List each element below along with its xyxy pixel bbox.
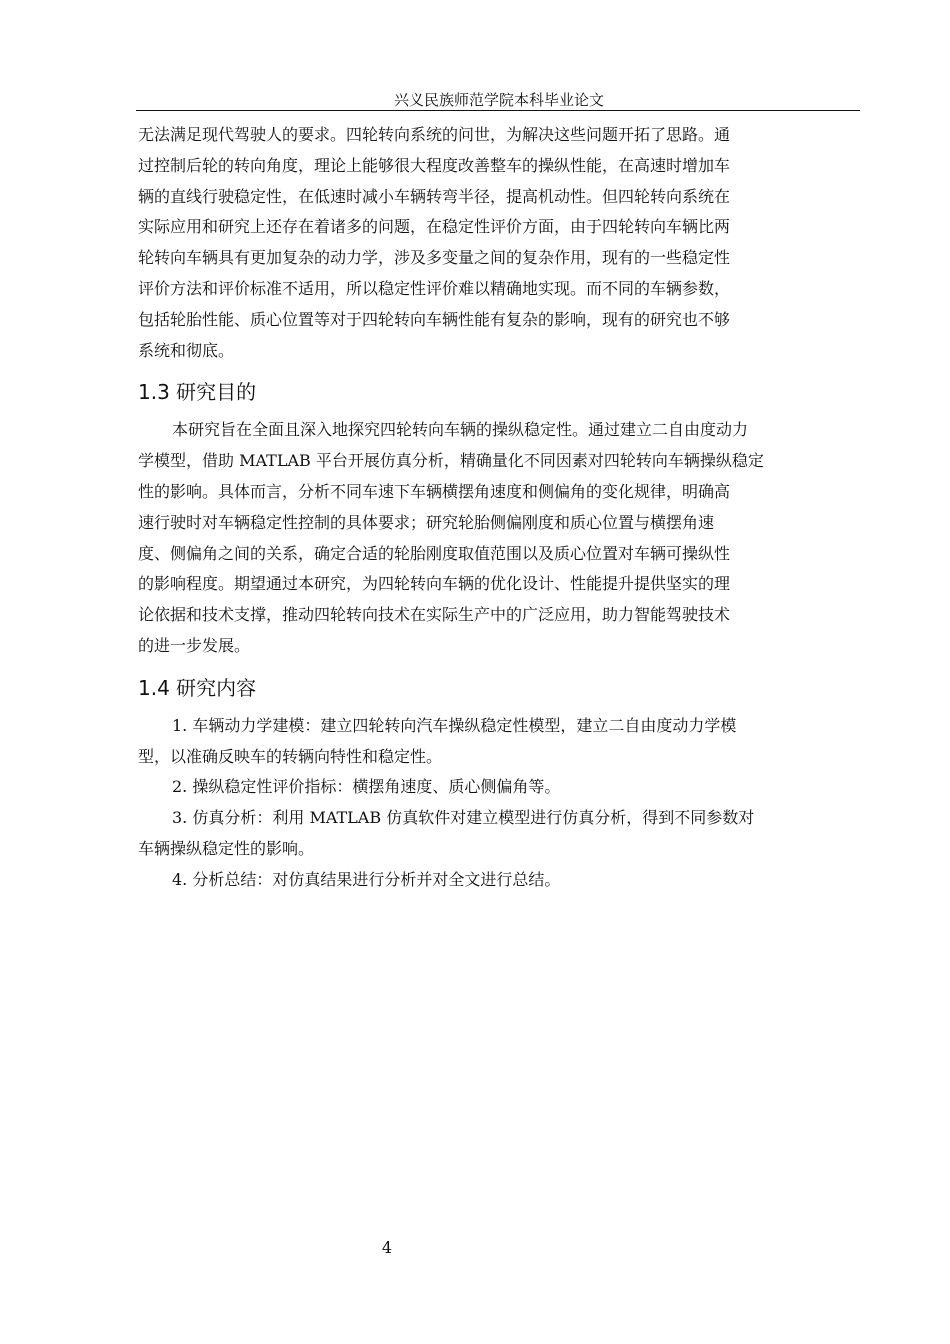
paragraph-line: 无法满足现代驾驶人的要求。四轮转向系统的问世，为解决这些问题开拓了思路。通 bbox=[138, 125, 731, 144]
paragraph-line: 过控制后轮的转向角度，理论上能够很大程度改善整车的操纵性能，在高速时增加车 bbox=[138, 155, 731, 175]
running-header: 兴义民族师范学院本科毕业论文 bbox=[393, 91, 604, 109]
paragraph-line: 性的影响。具体而言，分析不同车速下车辆横摆角速度和侧偏角的变化规律，明确高 bbox=[138, 481, 731, 501]
list-item-line: 型，以准确反映车的转辆向特性和稳定性。 bbox=[138, 746, 443, 766]
section-heading-research-purpose: 1.3 研究目的 bbox=[138, 380, 257, 405]
section-heading-research-content: 1.4 研究内容 bbox=[138, 675, 257, 700]
page-number: 4 bbox=[381, 1238, 393, 1257]
research-content-list bbox=[138, 711, 862, 896]
header-divider bbox=[136, 110, 860, 111]
list-item-line: 1. 车辆动力学建模：建立四轮转向汽车操纵稳定性模型，建立二自由度动力学模 bbox=[172, 715, 737, 735]
paragraph-line: 的影响程度。期望通过本研究，为四轮转向车辆的优化设计、性能提升提供坚实的理 bbox=[138, 574, 731, 594]
paragraph-line: 论依据和技术支撑，推动四轮转向技术在实际生产中的广泛应用，助力智能驾驶技术 bbox=[138, 605, 731, 625]
paragraph-line: 系统和彻底。 bbox=[138, 340, 235, 360]
paragraph-line: 的进一步发展。 bbox=[138, 635, 251, 655]
paragraph-line: 本研究旨在全面且深入地探究四轮转向车辆的操纵稳定性。通过建立二自由度动力 bbox=[172, 420, 749, 440]
page-body bbox=[138, 120, 862, 896]
paragraph-line: 速行驶时对车辆稳定性控制的具体要求；研究轮胎侧偏刚度和质心位置与横摆角速 bbox=[138, 512, 715, 532]
research-purpose-paragraph bbox=[138, 415, 862, 661]
paragraph-line: 评价方法和评价标准不适用，所以稳定性评价难以精确地实现。而不同的车辆参数， bbox=[138, 278, 731, 298]
paragraph-line: 辆的直线行驶稳定性，在低速时减小车辆转弯半径，提高机动性。但四轮转向系统在 bbox=[138, 186, 731, 206]
paragraph-line: 度、侧偏角之间的关系，确定合适的轮胎刚度取值范围以及质心位置对车辆可操纵性 bbox=[138, 543, 731, 563]
list-item-line: 2. 操纵稳定性评价指标：横摆角速度、质心侧偏角等。 bbox=[172, 777, 561, 797]
list-item-line: 4. 分析总结：对仿真结果进行分析并对全文进行总结。 bbox=[172, 869, 561, 889]
paragraph-line: 轮转向车辆具有更加复杂的动力学，涉及多变量之间的复杂作用，现有的一些稳定性 bbox=[138, 248, 731, 268]
list-item-line: 车辆操纵稳定性的影响。 bbox=[138, 838, 315, 858]
intro-paragraph bbox=[138, 120, 862, 366]
paragraph-line: 包括轮胎性能、质心位置等对于四轮转向车辆性能有复杂的影响，现有的研究也不够 bbox=[138, 309, 731, 329]
list-item-line: 3. 仿真分析：利用 MATLAB 仿真软件对建立模型进行仿真分析，得到不同参数对 bbox=[172, 808, 755, 828]
paragraph-line: 实际应用和研究上还存在着诸多的问题，在稳定性评价方面，由于四轮转向车辆比两 bbox=[138, 217, 731, 237]
paragraph-line: 学模型，借助 MATLAB 平台开展仿真分析，精确量化不同因素对四轮转向车辆操纵稳定 bbox=[138, 451, 764, 471]
